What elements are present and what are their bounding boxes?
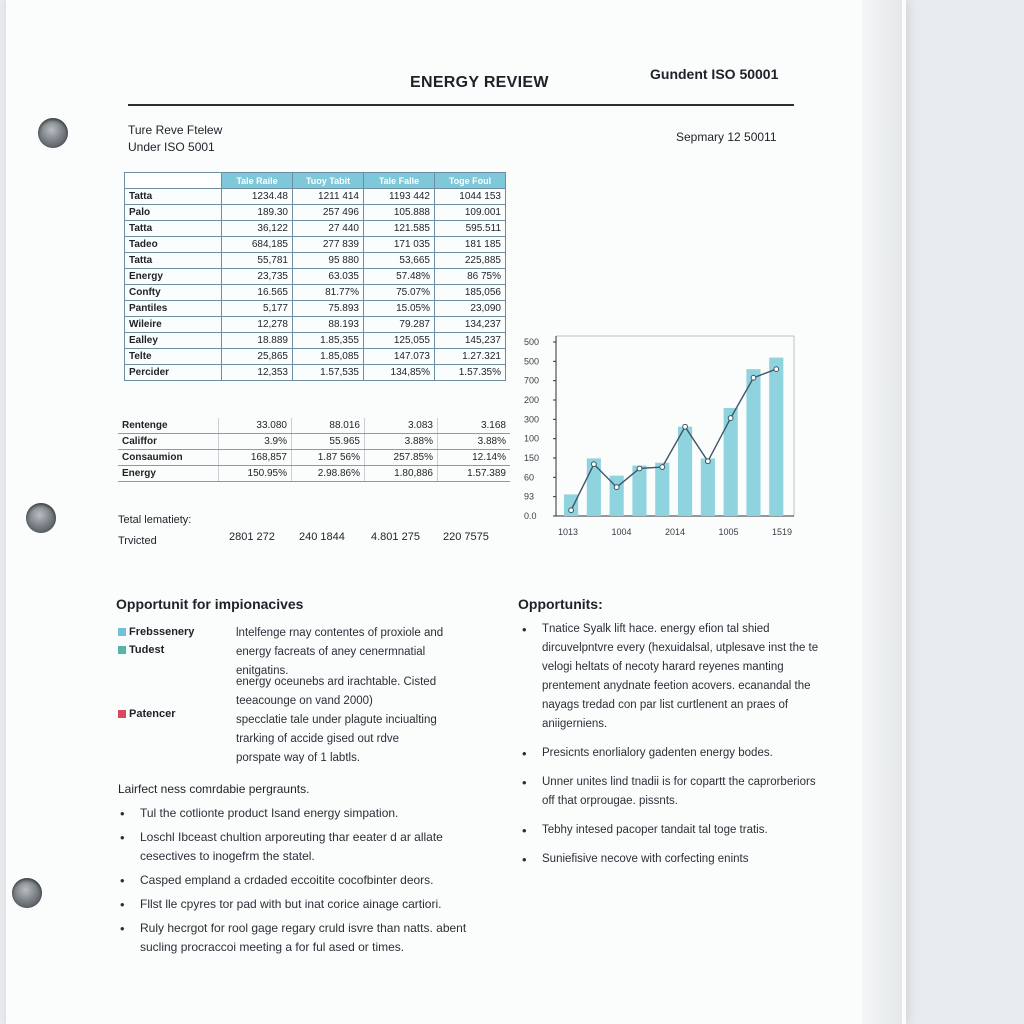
table-cell: 88.193 (293, 317, 364, 333)
x-tick-label: 1013 (557, 527, 579, 537)
table-row (125, 237, 506, 253)
row-label: Energy (118, 466, 219, 482)
table-cell: 12,278 (222, 317, 293, 333)
table-corner (125, 173, 222, 189)
legend-label: Frebssenery (129, 626, 195, 638)
table-cell: 1.57,535 (293, 365, 364, 381)
document-date: Sepmary 12 50011 (676, 130, 777, 144)
right-bullet-list (520, 620, 820, 874)
table-cell: 36,122 (222, 221, 293, 237)
y-tick-label: 150 (524, 453, 540, 463)
totals-value: 220 7575 (443, 531, 489, 543)
table-cell: 595.511 (435, 221, 506, 237)
column-header: Tuoy Tabit (293, 173, 364, 189)
chart-point (614, 485, 619, 490)
table-cell: 225,885 (435, 253, 506, 269)
chart-point (774, 367, 779, 372)
table-cell: 105.888 (364, 205, 435, 221)
paragraph-line: lntelfenge rnay contentes of proxiole and (236, 627, 444, 639)
table-row (125, 205, 506, 221)
column-header: Tale Falle (364, 173, 435, 189)
table-cell: 3.88% (438, 434, 511, 450)
table-row (125, 365, 506, 381)
summary-row (118, 434, 510, 450)
table-cell: 55.965 (292, 434, 365, 450)
table-body (125, 189, 506, 381)
table-cell: 33.080 (219, 418, 292, 434)
column-header: Tale Raile (222, 173, 293, 189)
list-item: • Tul the cotlionte product Isand energy simpation. (118, 804, 502, 823)
paragraph-line: trarking of accide gised out rdve (236, 733, 400, 745)
table-row (125, 333, 506, 349)
totals-value: 4.801 275 (371, 531, 420, 543)
lead-text: Lairfect ness comrdabie pergraunts. (118, 782, 310, 796)
table-cell: 1.80,886 (365, 466, 438, 482)
table-cell: 12,353 (222, 365, 293, 381)
y-tick-label: 200 (524, 395, 540, 405)
paragraph-line: enitgatins. (236, 665, 289, 677)
table-cell: 1.57.35% (435, 365, 506, 381)
table-cell: 277 839 (293, 237, 364, 253)
summary-row (118, 466, 510, 482)
table-cell: 23,090 (435, 301, 506, 317)
list-item: • Fllst lle cpyres tor pad with but inat corice ainage cartiori. (118, 895, 502, 914)
chart-bar (655, 463, 669, 516)
table-cell: 1.87 56% (292, 450, 365, 466)
table-cell: 1.85,085 (293, 349, 364, 365)
paragraph-line: energy oceunebs ard irachtable. Cisted (236, 676, 437, 688)
table-cell: 1193 442 (364, 189, 435, 205)
binder-hole (12, 878, 42, 908)
table-cell: 181 185 (435, 237, 506, 253)
table-cell: 257 496 (293, 205, 364, 221)
document-title: ENERGY REVIEW (410, 74, 549, 91)
table-cell: 75.07% (364, 285, 435, 301)
list-item: • Casped empland a crdaded eccoitite cocofbinter deors. (118, 871, 502, 890)
header-rule (128, 104, 794, 106)
paragraph-line: specclatie tale under plagute inciualting (236, 714, 437, 726)
table-cell: 109.001 (435, 205, 506, 221)
energy-chart (520, 326, 810, 546)
table-row (125, 253, 506, 269)
row-label: Califfor (118, 434, 219, 450)
subtitle-line: Ture Reve Ftelew (128, 123, 223, 137)
table-cell: 27 440 (293, 221, 364, 237)
chart-bar (746, 369, 760, 516)
table-cell: 168,857 (219, 450, 292, 466)
totals-labels (118, 510, 191, 552)
chart-point (660, 465, 665, 470)
table-cell: 3.168 (438, 418, 511, 434)
table-cell: 1.27.321 (435, 349, 506, 365)
legend-label: Patencer (129, 708, 176, 720)
row-label: Telte (125, 349, 222, 365)
legend-swatch (118, 646, 126, 654)
chart-point (637, 466, 642, 471)
column-header: Toge Foul (435, 173, 506, 189)
table-cell: 16.565 (222, 285, 293, 301)
table-cell: 125,055 (364, 333, 435, 349)
y-tick-label: 700 (524, 375, 540, 386)
table-cell: 25,865 (222, 349, 293, 365)
table-cell: 1044 153 (435, 189, 506, 205)
table-cell: 5,177 (222, 301, 293, 317)
table-cell: 18.889 (222, 333, 293, 349)
row-label: Palo (125, 205, 222, 221)
row-label: Ealley (125, 333, 222, 349)
chart-series-line (571, 369, 776, 510)
table-cell: 57.48% (364, 269, 435, 285)
y-tick-label: 60 (524, 472, 535, 483)
row-label: Tatta (125, 253, 222, 269)
table-cell: 185,056 (435, 285, 506, 301)
row-label: Percider (125, 365, 222, 381)
table-cell: 1.57.389 (438, 466, 511, 482)
x-tick-label: 2014 (664, 527, 686, 537)
legend-item (118, 644, 164, 656)
paragraph-line: energy facreats of aney cenermnatial (236, 646, 426, 658)
row-label: Consaumion (118, 450, 219, 466)
x-tick-label: 1004 (611, 527, 632, 537)
row-label: Energy (125, 269, 222, 285)
table-row (125, 349, 506, 365)
table-cell: 147.073 (364, 349, 435, 365)
table-cell: 81.77% (293, 285, 364, 301)
chart-point (569, 508, 574, 513)
table-row (125, 221, 506, 237)
totals-label: Tetal lematiety: (118, 514, 192, 526)
table-row (125, 285, 506, 301)
paragraph-line: teeacounge on vand 2000) (236, 695, 373, 707)
table-cell: 86 75% (435, 269, 506, 285)
y-tick-label: 500 (524, 337, 540, 347)
legend-swatch (118, 710, 126, 718)
x-tick-label: 1519 (771, 527, 793, 537)
totals-value: 2801 272 (229, 531, 275, 543)
table-cell: 88.016 (292, 418, 365, 434)
y-tick-label: 0.0 (524, 511, 537, 521)
table-cell: 145,237 (435, 333, 506, 349)
summary-table (118, 418, 510, 482)
table-cell: 3.88% (365, 434, 438, 450)
table-cell: 257.85% (365, 450, 438, 466)
table-cell: 150.95% (219, 466, 292, 482)
table-row (125, 189, 506, 205)
table-cell: 63.035 (293, 269, 364, 285)
table-row (125, 269, 506, 285)
table-cell: 1211 414 (293, 189, 364, 205)
legend-label: Tudest (129, 644, 165, 656)
table-cell: 3.9% (219, 434, 292, 450)
table-cell: 134,237 (435, 317, 506, 333)
binder-hole (26, 503, 56, 533)
row-label: Tatta (125, 189, 222, 205)
table-cell: 75.893 (293, 301, 364, 317)
paragraph-line: porspate way of 1 labtls. (236, 752, 361, 764)
row-label: Pantiles (125, 301, 222, 317)
chart-bar (769, 358, 783, 516)
x-tick-label: 1005 (718, 527, 739, 537)
legend-swatch (118, 628, 126, 636)
table-cell: 53,665 (364, 253, 435, 269)
summary-row (118, 418, 510, 434)
right-heading: Opportunits: (518, 596, 603, 612)
chart-point (591, 462, 596, 467)
table-cell: 1234.48 (222, 189, 293, 205)
standard-label: Gundent ISO 50001 (650, 66, 779, 82)
list-item: • Unner unites lind tnadii is for copartt the caprorberiors off that orprougae. pissnts. (520, 773, 820, 811)
table-cell: 12.14% (438, 450, 511, 466)
table-cell: 171 035 (364, 237, 435, 253)
y-tick-label: 300 (524, 414, 540, 425)
summary-row (118, 450, 510, 466)
summary-body (118, 418, 510, 482)
paragraph (236, 673, 498, 768)
chart-point (705, 459, 710, 464)
chart-bar (701, 458, 715, 516)
y-tick-label: 100 (524, 433, 540, 444)
totals-label: Trvicted (118, 535, 157, 547)
left-bullet-list (118, 804, 502, 962)
table-cell: 3.083 (365, 418, 438, 434)
y-tick-label: 93 (524, 491, 535, 502)
table-cell: 121.585 (364, 221, 435, 237)
table-header-row (125, 173, 506, 189)
row-label: Confty (125, 285, 222, 301)
row-label: Tadeo (125, 237, 222, 253)
table-cell: 79.287 (364, 317, 435, 333)
chart-bar (678, 427, 692, 516)
table-cell: 15.05% (364, 301, 435, 317)
binder-hole (38, 118, 68, 148)
list-item: • Ruly hecrgot for rool gage regary cruld isvre than natts. abent sucling procraccoi meeting a for ful ased or times. (118, 919, 502, 957)
totals-value: 240 1844 (299, 531, 345, 543)
row-label: Wileire (125, 317, 222, 333)
left-heading: Opportunit for impionacives (116, 596, 304, 612)
list-item: • Tebhy intesed pacoper tandait tal toge tratis. (520, 821, 820, 840)
list-item: • Suniefisive necove with corfecting enints (520, 850, 820, 869)
table-cell: 684,185 (222, 237, 293, 253)
chart-point (683, 424, 688, 429)
table-cell: 55,781 (222, 253, 293, 269)
list-item: • Presicnts enorlialory gadenten energy bodes. (520, 744, 820, 763)
chart-point (728, 416, 733, 421)
y-tick-label: 500 (524, 356, 540, 367)
legend-item (118, 626, 194, 638)
list-item: • Loschl Ibceast chultion arporeuting thar eeater d ar allate cesectives to inogefrm the statel. (118, 828, 502, 866)
energy-table (124, 172, 506, 381)
table-cell: 2.98.86% (292, 466, 365, 482)
subtitle (128, 122, 222, 156)
table-row (125, 301, 506, 317)
table-cell: 95 880 (293, 253, 364, 269)
table-cell: 1.85,355 (293, 333, 364, 349)
chart-point (751, 375, 756, 380)
row-label: Tatta (125, 221, 222, 237)
chart-bar (724, 408, 738, 516)
list-item: • Tnatice Syalk lift hace. energy efion tal shied dircuvelpntvre every (hexuidalsal, utplesave inst the te velogi heltats of necoty harard reyenes manting prentement anydnate feetion acovers. ecanandal the nayags tredad con par list curtlenent an praes of aniigerniens. (520, 620, 820, 734)
legend-item (118, 708, 175, 720)
table-cell: 23,735 (222, 269, 293, 285)
page-edge (862, 0, 902, 1024)
table-cell: 134,85% (364, 365, 435, 381)
table-row (125, 317, 506, 333)
table-cell: 189.30 (222, 205, 293, 221)
row-label: Rentenge (118, 418, 219, 434)
subtitle-line: Under ISO 5001 (128, 140, 215, 154)
